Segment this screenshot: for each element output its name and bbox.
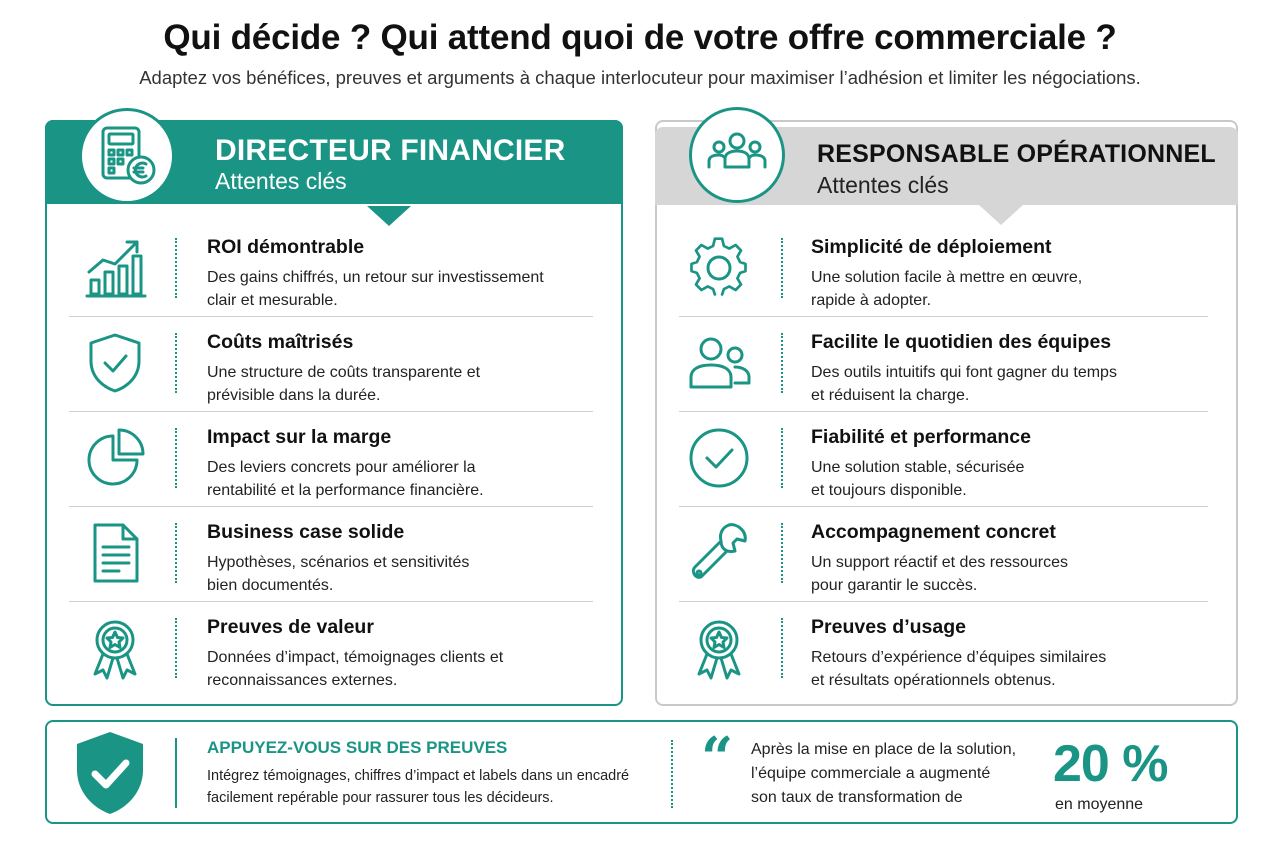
item-description: Données d’impact, témoignages clients et reconnaissances externes. — [207, 649, 504, 689]
users-icon — [687, 331, 751, 395]
shield-check-icon — [83, 331, 147, 395]
ops-subtitle: Attentes clés — [817, 172, 949, 198]
calculator-euro-icon — [79, 108, 175, 204]
item-description: Une solution stable, sécurisée et toujours disponible. — [811, 459, 1025, 499]
item-title: Facilite le quotidien des équipes — [811, 331, 1112, 353]
testimonial-quote: Après la mise en place de la solution, l’équipe commerciale a augmenté son taux de transformation de — [751, 741, 1017, 806]
item-description: Des leviers concrets pour améliorer la rentabilité et la performance financière. — [207, 459, 484, 499]
ops-title: RESPONSABLE OPÉRATIONNEL — [817, 140, 1216, 168]
list-item — [47, 507, 621, 602]
pie-chart-icon — [83, 426, 147, 490]
cfo-title: DIRECTEUR FINANCIER — [215, 134, 566, 167]
item-title: Accompagnement concret — [811, 521, 1056, 543]
shield-check-icon — [73, 730, 147, 816]
cfo-panel — [45, 120, 623, 706]
gear-icon — [687, 236, 751, 300]
list-item — [47, 317, 621, 412]
row-separator — [781, 428, 783, 488]
list-item — [47, 412, 621, 507]
banner-text: Intégrez témoignages, chiffres d’impact et labels dans un encadré facilement repérable pour rassurer tous les décideurs. — [207, 768, 630, 806]
list-item — [657, 317, 1236, 412]
item-description: Une structure de coûts transparente et prévisible dans la durée. — [207, 364, 481, 404]
row-separator — [175, 428, 177, 488]
page-title: Qui décide ? Qui attend quoi de votre offre commerciale ? — [163, 18, 1117, 57]
list-item — [47, 602, 621, 697]
award-star-icon — [687, 616, 751, 680]
row-separator — [781, 333, 783, 393]
item-title: Preuves de valeur — [207, 616, 374, 638]
item-title: Simplicité de déploiement — [811, 236, 1052, 258]
list-item — [657, 222, 1236, 317]
ops-manager-panel — [655, 120, 1238, 706]
stat-label: en moyenne — [1055, 796, 1144, 813]
row-separator — [781, 523, 783, 583]
item-title: Coûts maîtrisés — [207, 331, 354, 353]
cfo-subtitle: Attentes clés — [215, 168, 347, 194]
list-item — [657, 602, 1236, 697]
team-group-icon — [689, 107, 785, 203]
banner-dotted-separator — [671, 740, 673, 808]
item-description: Des outils intuitifs qui font gagner du temps et réduisent la charge. — [811, 364, 1117, 404]
proof-banner — [45, 720, 1238, 824]
row-separator — [175, 618, 177, 678]
wrench-icon — [687, 521, 751, 585]
list-item — [657, 412, 1236, 507]
row-separator — [781, 618, 783, 678]
document-icon — [83, 521, 147, 585]
item-title: Business case solide — [207, 521, 405, 543]
item-description: Des gains chiffrés, un retour sur investissement clair et mesurable. — [207, 269, 544, 309]
item-description: Une solution facile à mettre en œuvre, rapide à adopter. — [811, 269, 1083, 309]
page-subtitle: Adaptez vos bénéfices, preuves et arguments à chaque interlocuteur pour maximiser l’adhésion et limiter les négociations. — [139, 67, 1141, 88]
item-title: ROI démontrable — [207, 236, 365, 258]
item-description: Hypothèses, scénarios et sensitivités bien documentés. — [207, 554, 470, 594]
item-title: Impact sur la marge — [207, 426, 392, 448]
row-separator — [175, 238, 177, 298]
row-separator — [175, 523, 177, 583]
award-star-icon — [83, 616, 147, 680]
banner-separator — [175, 738, 177, 808]
item-description: Retours d’expérience d’équipes similaires et résultats opérationnels obtenus. — [811, 649, 1107, 689]
list-item — [47, 222, 621, 317]
row-separator — [175, 333, 177, 393]
bar-chart-growth-icon — [83, 236, 147, 300]
item-title: Fiabilité et performance — [811, 426, 1031, 448]
banner-title: APPUYEZ-VOUS SUR DES PREUVES — [207, 738, 508, 757]
list-item — [657, 507, 1236, 602]
item-title: Preuves d’usage — [811, 616, 966, 638]
row-separator — [781, 238, 783, 298]
quote-icon: “ — [701, 725, 734, 791]
check-circle-icon — [687, 426, 751, 490]
item-description: Un support réactif et des ressources pour garantir le succès. — [811, 554, 1069, 594]
stat-value: 20 % — [1053, 735, 1168, 793]
